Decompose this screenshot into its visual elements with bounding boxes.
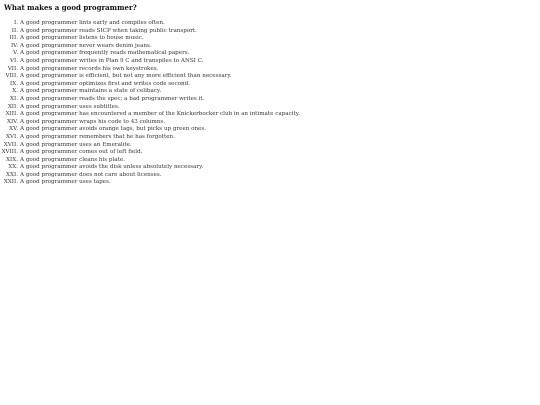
list-item-text: A good programmer maintains a state of celibacy. [20,88,162,95]
numbered-list [0,20,300,187]
list-item-number: V. [13,50,18,57]
list-item-number: X. [12,88,18,95]
list-item [0,119,300,127]
list-item-text: A good programmer remembers that he has forgotten. [20,133,175,140]
list-item-number: XVI. [5,133,18,140]
list-item-text: A good programmer listens to house music. [20,35,144,42]
list-item [0,104,300,112]
list-item-text: A good programmer is efficient, but not any more efficient than necessary. [20,73,232,80]
list-item-number: XVII. [3,141,18,148]
list-item-text: A good programmer never wears denim jeans. [20,42,152,49]
list-item-text: A good programmer uses an Emeralite. [20,141,132,148]
list-item [0,35,300,43]
list-item [0,164,300,172]
list-item [0,111,300,119]
list-item [0,43,300,51]
list-item-number: IX. [10,80,18,87]
list-item-number: XIII. [5,111,18,118]
list-item-number: VI. [9,57,18,64]
list-item [0,179,300,187]
list-item-text: A good programmer avoids the disk unless absolutely necessary. [20,164,204,171]
list-item-number: XV. [9,126,18,133]
list-item-number: XII. [7,103,18,110]
list-item-number: XXII. [3,179,18,186]
list-item-text: A good programmer has encountered a member of the Knickerbocker club in an intimate capacity. [20,111,300,118]
list-item-number: XI. [10,95,18,102]
list-item-text: A good programmer avoids orange tags, but picks up green ones. [20,126,207,133]
list-item-number: VII. [7,65,18,72]
list-item [0,20,300,28]
list-item-text: A good programmer does not care about licenses. [20,171,162,178]
list-item [0,58,300,66]
list-item [0,149,300,157]
list-item-text: A good programmer wraps his code to 43 columns. [20,118,166,125]
list-item-text: A good programmer frequently reads mathematical papers. [20,50,190,57]
list-item [0,81,300,89]
list-item [0,142,300,150]
list-item-number: XXI. [6,171,18,178]
list-item [0,126,300,134]
list-item-text: A good programmer lints early and compiles often. [20,20,165,26]
list-item [0,28,300,36]
list-item-text: A good programmer cleans his plate. [20,156,125,163]
list-item [0,172,300,180]
list-item-number: II. [11,27,18,34]
list-item-number: VIII. [5,73,18,80]
list-item [0,73,300,81]
list-item-number: XIX. [6,156,18,163]
list-item-text: A good programmer uses subtitles. [20,103,120,110]
list-item-number: I. [14,20,18,26]
list-item-text: A good programmer records his own keystrokes. [20,65,159,72]
list-item [0,157,300,165]
list-item [0,96,300,104]
list-item [0,50,300,58]
list-item [0,66,300,74]
list-item-text: A good programmer optimizes first and writes code second. [20,80,190,87]
list-item-text: A good programmer comes out of left field. [20,149,143,156]
list-item-number: XVIII. [1,149,18,156]
list-item-number: III. [9,35,18,42]
list-item-number: IV. [10,42,18,49]
list-item [0,134,300,142]
page-title: What makes a good programmer? [4,3,137,12]
list-item-text: A good programmer writes in Plan 9 C and transpiles to ANSI C. [20,57,204,64]
list-item-text: A good programmer reads the spec; a bad programmer writes it. [20,95,205,102]
list-item-number: XIV. [6,118,18,125]
list-item-number: XX. [8,164,18,171]
list-item-text: A good programmer reads SICP when taking public transport. [20,27,197,34]
list-item-text: A good programmer uses tapes. [20,179,111,186]
list-item [0,88,300,96]
